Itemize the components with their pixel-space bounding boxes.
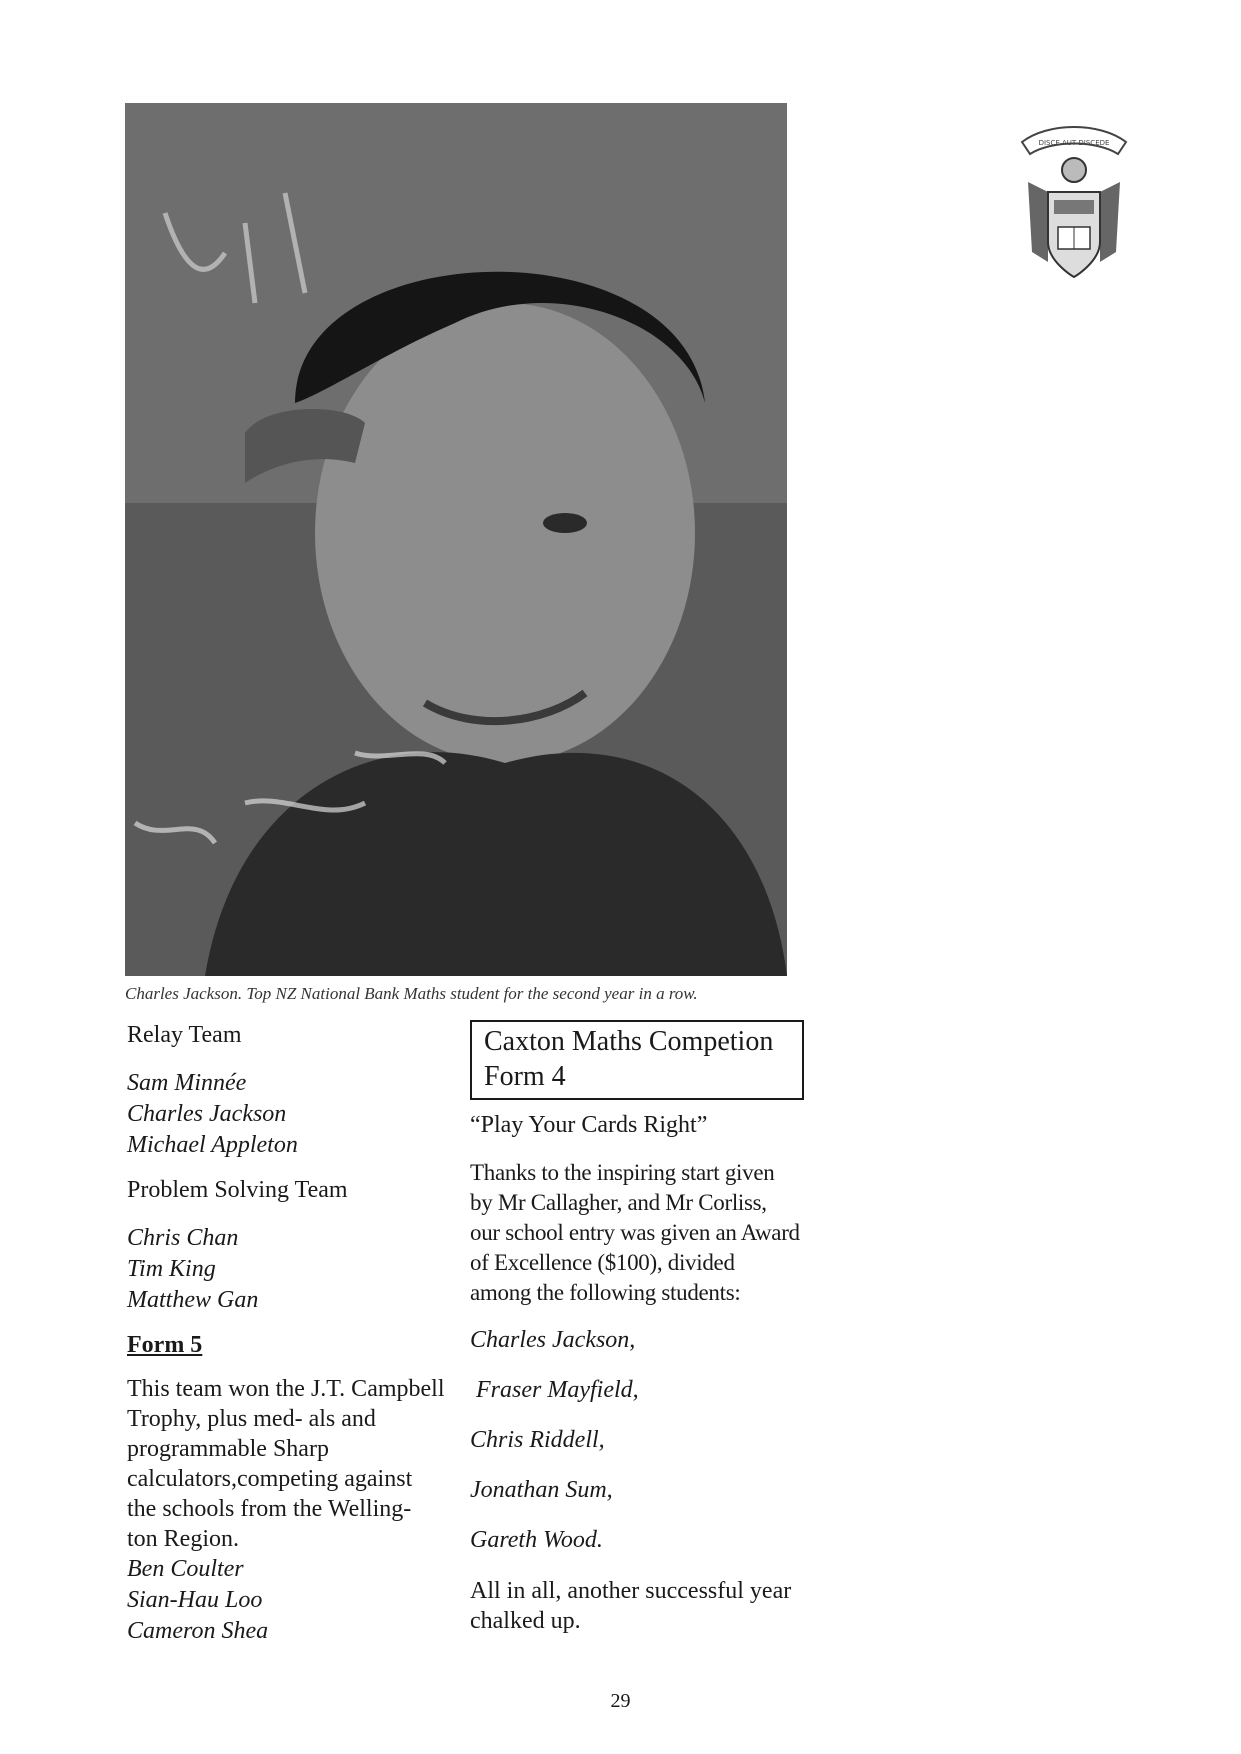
- student-name: Chris Riddell,: [470, 1427, 605, 1453]
- award-paragraph: Thanks to the inspiring start given by Mr Callagher, and Mr Corliss, our school entry was given an Award of Excellence ($100), divided among the following students:: [470, 1160, 800, 1305]
- svg-text:DISCE AUT DISCEDE: DISCE AUT DISCEDE: [1038, 139, 1110, 147]
- member-name: Cameron Shea: [127, 1618, 269, 1644]
- form5-members: [127, 1554, 447, 1647]
- student-name: Fraser Mayfield,: [476, 1377, 639, 1403]
- photo-caption: Charles Jackson. Top NZ National Bank Maths student for the second year in a row.: [125, 984, 698, 1003]
- problem-solving-members: [127, 1223, 447, 1316]
- problem-solving-heading: Problem Solving Team: [127, 1177, 348, 1203]
- photo-illustration: [125, 103, 787, 976]
- member-name: Michael Appleton: [127, 1132, 298, 1158]
- left-column: [127, 1020, 447, 1661]
- competition-form: Form 4: [484, 1061, 566, 1092]
- member-name: Sam Minnée: [127, 1070, 247, 1096]
- right-column: [470, 1020, 800, 1636]
- competition-title: Caxton Maths Competion: [484, 1026, 774, 1057]
- competition-title-box: [470, 1020, 804, 1100]
- member-name: Charles Jackson: [127, 1101, 287, 1127]
- relay-team-heading: Relay Team: [127, 1022, 242, 1048]
- member-name: Matthew Gan: [127, 1287, 259, 1313]
- student-photo: [125, 103, 787, 976]
- member-name: Sian-Hau Loo: [127, 1587, 263, 1613]
- competition-quote: “Play Your Cards Right”: [470, 1112, 708, 1138]
- member-name: Ben Coulter: [127, 1556, 244, 1582]
- closing-paragraph: All in all, another successful year chalked up.: [470, 1578, 792, 1634]
- page-number: 29: [610, 1690, 631, 1712]
- member-name: Chris Chan: [127, 1225, 239, 1251]
- student-name: Gareth Wood.: [470, 1527, 603, 1553]
- relay-team-members: [127, 1068, 447, 1161]
- form5-paragraph: This team won the J.T. Campbell Trophy, plus med- als and programmable Sharp calculators,competing against the schools from the Welling- ton Region.: [127, 1376, 445, 1552]
- member-name: Tim King: [127, 1256, 216, 1282]
- school-crest-icon: [1018, 112, 1130, 282]
- form5-heading: Form 5: [127, 1332, 203, 1358]
- student-name: Charles Jackson,: [470, 1327, 636, 1353]
- student-name: Jonathan Sum,: [470, 1477, 613, 1503]
